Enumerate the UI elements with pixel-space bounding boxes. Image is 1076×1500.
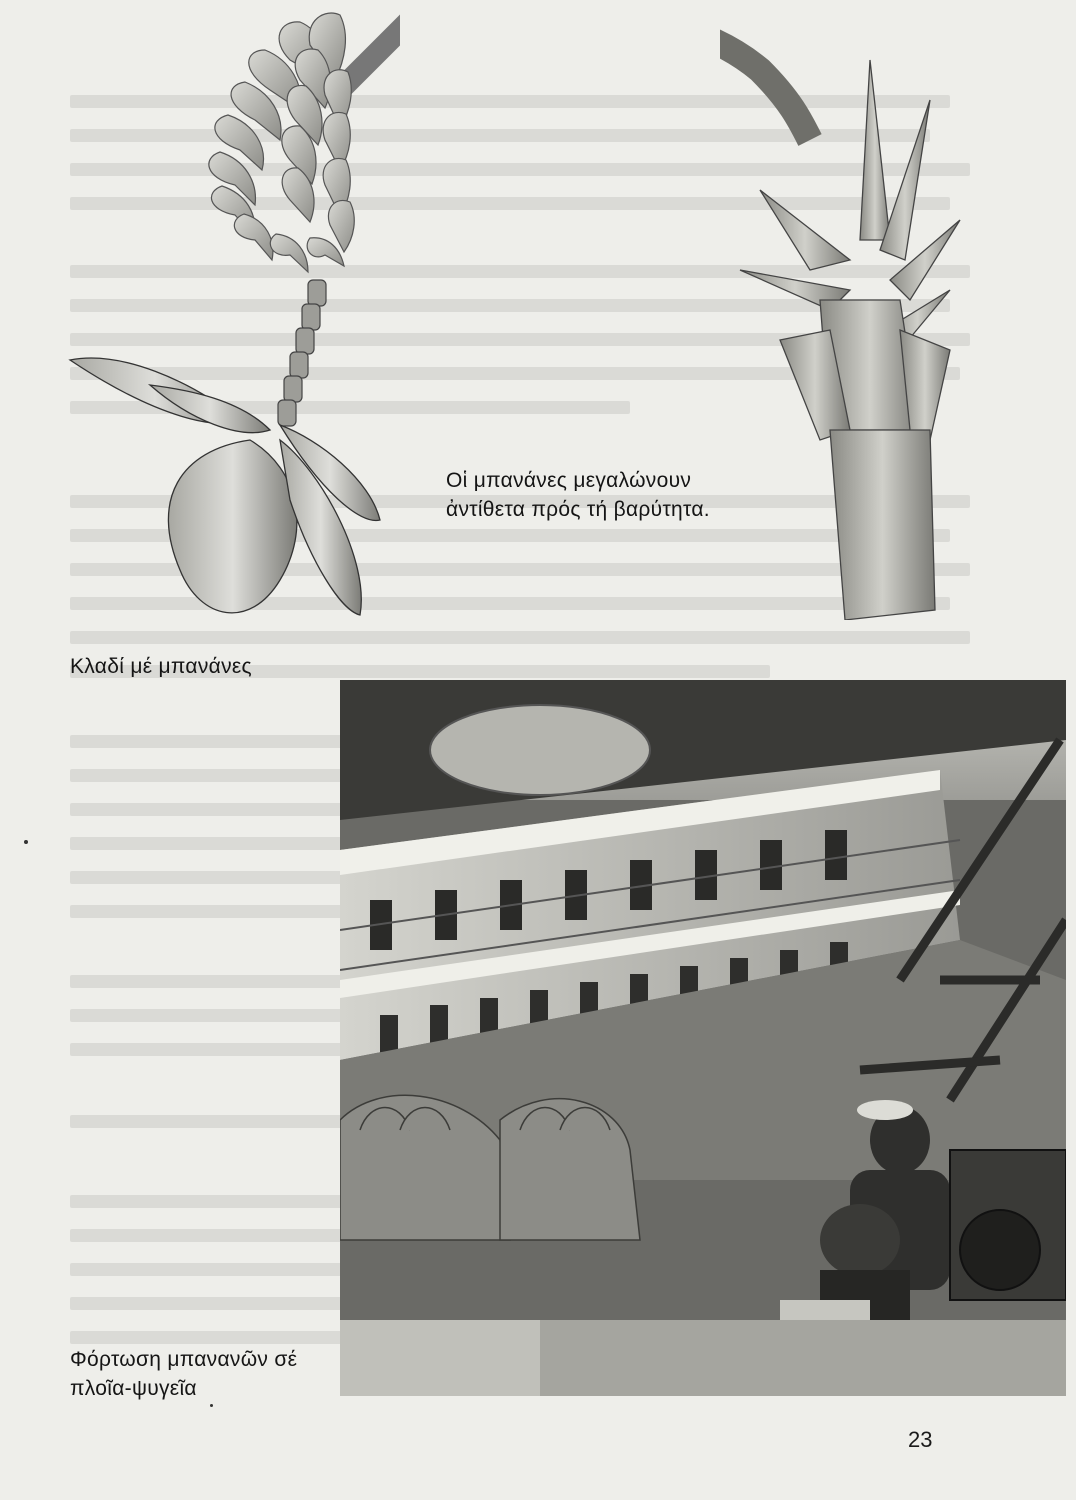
banana-stalk-illustration	[720, 10, 980, 620]
ink-speck	[210, 1404, 213, 1407]
loading-ship-photo	[340, 680, 1066, 1396]
caption-branch: Κλαδί μέ μπανάνες	[70, 655, 252, 678]
caption-loading-line-2: πλοῖα-ψυγεῖα	[70, 1377, 197, 1400]
caption-gravity-line-1: Οἱ μπανάνες μεγαλώνουν	[446, 469, 692, 492]
caption-loading-line-1: Φόρτωση μπανανῶν σέ	[70, 1348, 298, 1371]
page-number: 23	[908, 1427, 933, 1452]
banana-branch-illustration	[40, 0, 400, 630]
caption-loading	[70, 1345, 350, 1403]
caption-gravity-line-2: ἀντίθετα πρός τή βαρύτητα.	[446, 498, 710, 521]
caption-gravity	[446, 466, 776, 524]
ink-speck	[24, 840, 28, 844]
